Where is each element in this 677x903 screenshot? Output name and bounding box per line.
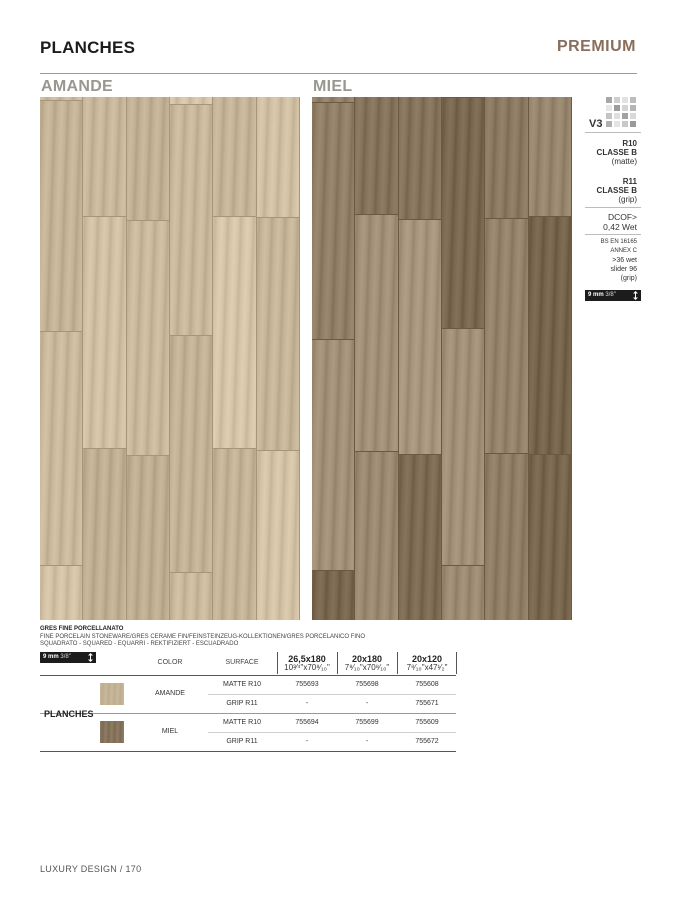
- table-group-label: PLANCHES: [44, 709, 94, 719]
- sidebar-rule: [585, 207, 641, 208]
- wood-plank: [312, 97, 354, 102]
- table-header-size: [277, 654, 337, 672]
- wood-plank: [83, 97, 125, 216]
- table-cell-surface: MATTE R10: [223, 681, 261, 688]
- table-header-size: [397, 654, 457, 672]
- table-row-rule: [208, 732, 456, 733]
- table-header-rule: [40, 675, 456, 676]
- wood-plank: [40, 97, 82, 100]
- table-cell-code: 755693: [295, 681, 319, 688]
- wood-plank: [485, 454, 527, 620]
- wood-plank: [485, 97, 527, 218]
- dcof-line: 0,42 Wet: [603, 222, 637, 232]
- product-name-amande: AMANDE: [41, 78, 114, 95]
- wood-plank: [170, 97, 212, 104]
- table-row-rule: [208, 694, 456, 695]
- table-cell-surface: GRIP R11: [226, 738, 258, 745]
- wood-plank: [442, 98, 484, 328]
- dcof-line: DCOF>: [607, 212, 637, 222]
- wood-plank: [83, 449, 125, 620]
- table-cell-code: 755609: [415, 719, 439, 726]
- table-group-rule: [40, 713, 456, 714]
- dcof-rating: [585, 212, 637, 232]
- table-cell-code: -: [365, 738, 369, 745]
- wood-plank: [355, 97, 397, 214]
- wood-plank: [127, 221, 169, 455]
- size-imperial: 7⁸⁄₁₀"x70⁸⁄₁₀": [344, 663, 390, 672]
- wood-plank: [399, 97, 441, 219]
- page-footer: LUXURY DESIGN / 170: [40, 864, 142, 874]
- table-cell-code: -: [305, 700, 309, 707]
- slip-rating-matte: [585, 139, 637, 166]
- wood-plank: [442, 329, 484, 565]
- table-cell-code: 755699: [355, 719, 379, 726]
- wood-plank: [170, 573, 212, 620]
- table-divider: [456, 652, 457, 674]
- shade-variation-icon: [605, 96, 637, 128]
- color-swatch-miel: [100, 721, 124, 743]
- size-imperial: 10³⁄⁴"x70⁸⁄₁₀": [284, 663, 330, 672]
- wood-plank: [529, 455, 571, 620]
- tile-image-amande: [40, 97, 300, 620]
- header-rule: [40, 73, 637, 74]
- collection-label: PREMIUM: [556, 38, 636, 55]
- material-description: FINE PORCELAIN STONEWARE/GRES CERAME FIN/FEINSTEINZEUG-KOLLEKTIONEN/GRES PORCELANICO FINO: [40, 634, 366, 640]
- thickness-mm: 9 mm: [588, 292, 604, 298]
- wood-plank: [529, 217, 571, 454]
- bs-line: BS EN 16165: [600, 239, 637, 245]
- wood-plank: [257, 218, 299, 450]
- wood-plank: [213, 97, 255, 216]
- bs-line: slider 96: [610, 266, 637, 273]
- table-cell-code: -: [365, 700, 369, 707]
- table-cell-code: 755671: [415, 700, 439, 707]
- table-cell-color: AMANDE: [155, 690, 185, 697]
- table-cell-surface: MATTE R10: [223, 719, 261, 726]
- wood-plank: [257, 97, 299, 217]
- wood-plank: [127, 97, 169, 220]
- color-swatch-amande: [100, 683, 124, 705]
- material-title: GRES FINE PORCELLANATO: [40, 626, 124, 632]
- wood-plank: [312, 340, 354, 570]
- wood-plank: [355, 452, 397, 620]
- page-title: PLANCHES: [40, 38, 136, 57]
- thickness-badge: [40, 652, 96, 663]
- variation-label: V3: [589, 118, 603, 130]
- wood-plank: [213, 217, 255, 447]
- sidebar-rule: [585, 234, 641, 235]
- thickness-arrow-icon: [633, 291, 638, 300]
- thickness-in: 3/8": [60, 654, 71, 660]
- wood-plank: [312, 103, 354, 339]
- wood-plank: [40, 101, 82, 331]
- slip-rating-class: CLASSE B: [596, 148, 637, 157]
- bs-en-rating: [585, 238, 637, 283]
- size-imperial: 7⁸⁄₁₀"x47¹⁄₂": [406, 663, 448, 672]
- slip-rating-class: CLASSE B: [596, 186, 637, 195]
- bs-line: (grip): [620, 275, 637, 282]
- wood-plank: [40, 566, 82, 620]
- wood-plank: [213, 449, 255, 620]
- wood-plank: [257, 451, 299, 620]
- wood-plank: [399, 455, 441, 620]
- edge-description: SQUADRATO - SQUARED - EQUARRI - REKTIFIZIERT - ESCUADRADO: [40, 641, 239, 647]
- wood-plank: [485, 219, 527, 452]
- table-cell-surface: GRIP R11: [226, 700, 258, 707]
- slip-rating-surface: (grip): [618, 195, 637, 204]
- table-cell-code: 755694: [295, 719, 319, 726]
- slip-rating-grip: [585, 177, 637, 204]
- table-header-size: [337, 654, 397, 672]
- wood-plank: [127, 456, 169, 620]
- table-bottom-rule: [40, 751, 456, 752]
- table-divider: [277, 652, 278, 674]
- table-divider: [397, 652, 398, 674]
- thickness-in: 3/8": [605, 292, 616, 298]
- product-name-miel: MIEL: [313, 78, 353, 95]
- tile-image-miel: [312, 97, 572, 620]
- size-metric: 20x120: [411, 654, 443, 664]
- size-metric: 26,5x180: [288, 654, 326, 664]
- wood-plank: [170, 336, 212, 573]
- wood-plank: [83, 217, 125, 448]
- wood-plank: [529, 97, 571, 216]
- thickness-arrow-icon: [88, 653, 93, 662]
- wood-plank: [442, 566, 484, 620]
- table-cell-code: 755672: [415, 738, 439, 745]
- thickness-mm: 9 mm: [43, 654, 59, 660]
- size-metric: 20x180: [351, 654, 383, 664]
- table-header-surface: SURFACE: [225, 659, 259, 666]
- wood-plank: [312, 571, 354, 620]
- bs-line: ANNEX C: [610, 248, 637, 254]
- table-divider: [337, 652, 338, 674]
- table-cell-color: MIEL: [161, 728, 179, 735]
- slip-rating-surface: (matte): [611, 157, 637, 166]
- slip-rating-code: R11: [622, 177, 637, 186]
- wood-plank: [40, 332, 82, 565]
- table-cell-code: 755698: [355, 681, 379, 688]
- slip-rating-code: R10: [622, 139, 637, 148]
- bs-line: >36 wet: [612, 257, 637, 264]
- wood-plank: [355, 215, 397, 450]
- thickness-badge: [585, 290, 641, 301]
- table-cell-code: 755608: [415, 681, 439, 688]
- wood-plank: [399, 220, 441, 454]
- wood-plank: [170, 105, 212, 335]
- table-cell-code: -: [305, 738, 309, 745]
- sidebar-rule: [585, 132, 641, 133]
- table-header-color: COLOR: [157, 659, 183, 666]
